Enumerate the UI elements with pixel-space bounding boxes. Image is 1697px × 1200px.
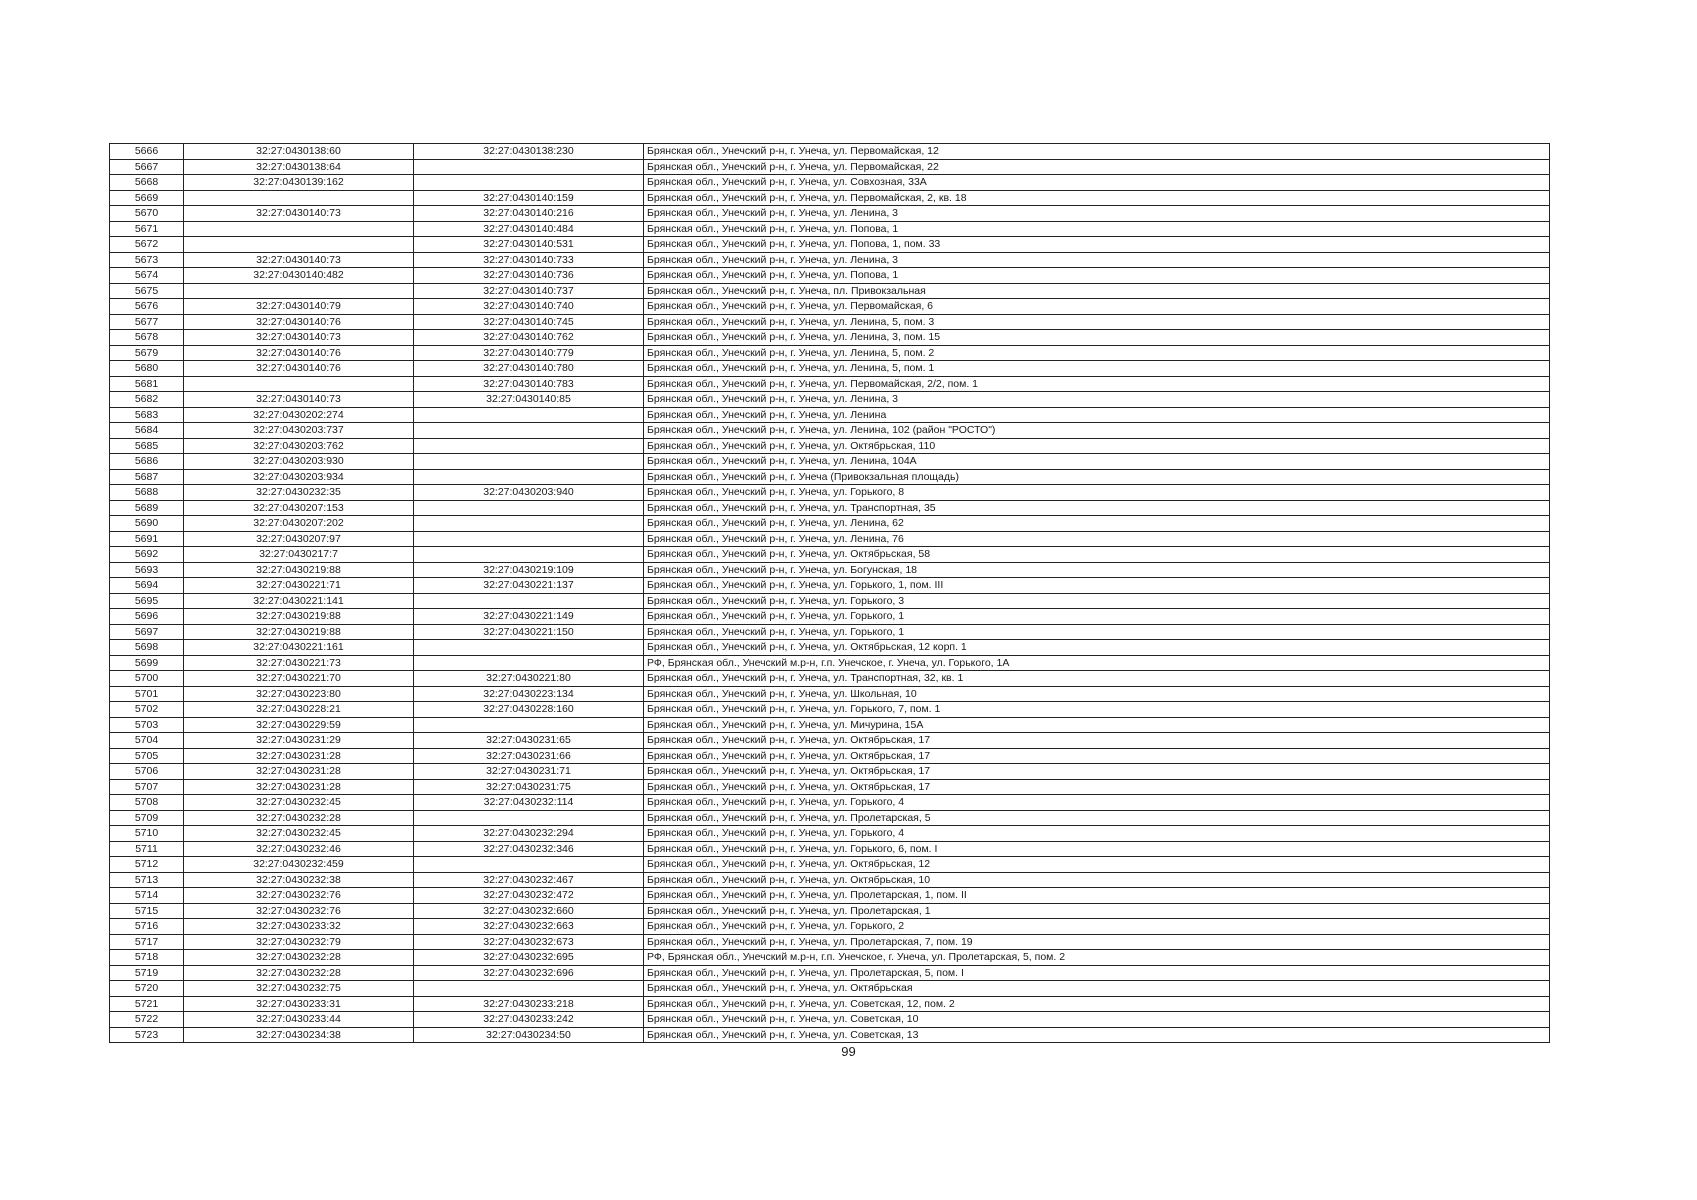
address-cell: Брянская обл., Унечский р-н, г. Унеча, ул. Транспортная, 32, кв. 1 xyxy=(644,671,1550,687)
table-row xyxy=(110,407,1550,423)
address-cell: Брянская обл., Унечский р-н, г. Унеча, ул. Ленина, 3 xyxy=(644,206,1550,222)
row-number-cell: 5687 xyxy=(110,469,184,485)
cadastral-number-cell: 32:27:0430221:161 xyxy=(184,640,414,656)
records-table-body xyxy=(110,144,1550,1043)
cadastral-number-cell: 32:27:0430140:73 xyxy=(184,392,414,408)
cadastral-number-cell: 32:27:0430140:73 xyxy=(184,206,414,222)
table-row xyxy=(110,748,1550,764)
table-row xyxy=(110,175,1550,191)
row-number-cell: 5716 xyxy=(110,919,184,935)
related-cadastral-number-cell: 32:27:0430232:660 xyxy=(414,903,644,919)
cadastral-number-cell: 32:27:0430217:7 xyxy=(184,547,414,563)
address-cell: РФ, Брянская обл., Унечский м.р-н, г.п. Унечское, г. Унеча, ул. Пролетарская, 5, пом. 2 xyxy=(644,950,1550,966)
related-cadastral-number-cell: 32:27:0430140:531 xyxy=(414,237,644,253)
address-cell: Брянская обл., Унечский р-н, г. Унеча, ул. Горького, 2 xyxy=(644,919,1550,935)
cadastral-number-cell: 32:27:0430232:35 xyxy=(184,485,414,501)
cadastral-number-cell: 32:27:0430229:59 xyxy=(184,717,414,733)
cadastral-number-cell: 32:27:0430232:38 xyxy=(184,872,414,888)
row-number-cell: 5692 xyxy=(110,547,184,563)
cadastral-number-cell: 32:27:0430138:60 xyxy=(184,144,414,160)
related-cadastral-number-cell xyxy=(414,547,644,563)
related-cadastral-number-cell xyxy=(414,857,644,873)
table-row xyxy=(110,268,1550,284)
address-cell: Брянская обл., Унечский р-н, г. Унеча, ул. Советская, 10 xyxy=(644,1012,1550,1028)
related-cadastral-number-cell xyxy=(414,810,644,826)
cadastral-number-cell: 32:27:0430232:76 xyxy=(184,903,414,919)
table-row xyxy=(110,500,1550,516)
row-number-cell: 5717 xyxy=(110,934,184,950)
table-row xyxy=(110,144,1550,160)
related-cadastral-number-cell: 32:27:0430140:736 xyxy=(414,268,644,284)
row-number-cell: 5705 xyxy=(110,748,184,764)
table-row xyxy=(110,547,1550,563)
related-cadastral-number-cell: 32:27:0430232:294 xyxy=(414,826,644,842)
cadastral-number-cell xyxy=(184,237,414,253)
related-cadastral-number-cell: 32:27:0430232:663 xyxy=(414,919,644,935)
cadastral-number-cell: 32:27:0430221:71 xyxy=(184,578,414,594)
page-number: 99 xyxy=(841,1044,856,1059)
row-number-cell: 5718 xyxy=(110,950,184,966)
related-cadastral-number-cell: 32:27:0430140:762 xyxy=(414,330,644,346)
cadastral-number-cell: 32:27:0430219:88 xyxy=(184,562,414,578)
cadastral-number-cell: 32:27:0430232:28 xyxy=(184,950,414,966)
table-row xyxy=(110,764,1550,780)
related-cadastral-number-cell xyxy=(414,407,644,423)
related-cadastral-number-cell: 32:27:0430231:65 xyxy=(414,733,644,749)
table-row xyxy=(110,1027,1550,1043)
row-number-cell: 5696 xyxy=(110,609,184,625)
address-cell: Брянская обл., Унечский р-н, г. Унеча, ул. Пролетарская, 1 xyxy=(644,903,1550,919)
cadastral-number-cell: 32:27:0430202:274 xyxy=(184,407,414,423)
table-row xyxy=(110,826,1550,842)
row-number-cell: 5668 xyxy=(110,175,184,191)
address-cell: Брянская обл., Унечский р-н, г. Унеча, ул. Первомайская, 6 xyxy=(644,299,1550,315)
address-cell: Брянская обл., Унечский р-н, г. Унеча, ул. Пролетарская, 5 xyxy=(644,810,1550,826)
table-row xyxy=(110,516,1550,532)
table-row xyxy=(110,159,1550,175)
table-row xyxy=(110,392,1550,408)
table-row xyxy=(110,221,1550,237)
related-cadastral-number-cell: 32:27:0430232:695 xyxy=(414,950,644,966)
row-number-cell: 5693 xyxy=(110,562,184,578)
table-row xyxy=(110,330,1550,346)
address-cell: Брянская обл., Унечский р-н, г. Унеча, ул. Пролетарская, 5, пом. I xyxy=(644,965,1550,981)
address-cell: РФ, Брянская обл., Унечский м.р-н, г.п. Унечское, г. Унеча, ул. Горького, 1А xyxy=(644,655,1550,671)
address-cell: Брянская обл., Унечский р-н, г. Унеча, ул. Пролетарская, 7, пом. 19 xyxy=(644,934,1550,950)
address-cell: Брянская обл., Унечский р-н, г. Унеча, ул. Октябрьская, 17 xyxy=(644,779,1550,795)
address-cell: Брянская обл., Унечский р-н, г. Унеча, ул. Октябрьская, 110 xyxy=(644,438,1550,454)
row-number-cell: 5666 xyxy=(110,144,184,160)
cadastral-number-cell: 32:27:0430232:46 xyxy=(184,841,414,857)
address-cell: Брянская обл., Унечский р-н, г. Унеча, ул. Советская, 13 xyxy=(644,1027,1550,1043)
table-row xyxy=(110,919,1550,935)
related-cadastral-number-cell xyxy=(414,655,644,671)
address-cell: Брянская обл., Унечский р-н, г. Унеча, ул. Первомайская, 12 xyxy=(644,144,1550,160)
table-row xyxy=(110,562,1550,578)
table-row xyxy=(110,717,1550,733)
address-cell: Брянская обл., Унечский р-н, г. Унеча, ул. Октябрьская, 12 xyxy=(644,857,1550,873)
row-number-cell: 5676 xyxy=(110,299,184,315)
address-cell: Брянская обл., Унечский р-н, г. Унеча, ул. Богунская, 18 xyxy=(644,562,1550,578)
table-row xyxy=(110,934,1550,950)
table-row xyxy=(110,624,1550,640)
address-cell: Брянская обл., Унечский р-н, г. Унеча, ул. Горького, 6, пом. I xyxy=(644,841,1550,857)
table-row xyxy=(110,996,1550,1012)
related-cadastral-number-cell xyxy=(414,593,644,609)
cadastral-number-cell: 32:27:0430140:76 xyxy=(184,314,414,330)
related-cadastral-number-cell: 32:27:0430140:783 xyxy=(414,376,644,392)
table-row xyxy=(110,903,1550,919)
row-number-cell: 5685 xyxy=(110,438,184,454)
cadastral-number-cell: 32:27:0430140:482 xyxy=(184,268,414,284)
related-cadastral-number-cell xyxy=(414,640,644,656)
row-number-cell: 5669 xyxy=(110,190,184,206)
related-cadastral-number-cell: 32:27:0430231:75 xyxy=(414,779,644,795)
related-cadastral-number-cell: 32:27:0430140:85 xyxy=(414,392,644,408)
address-cell: Брянская обл., Унечский р-н, г. Унеча, ул. Горького, 4 xyxy=(644,826,1550,842)
address-cell: Брянская обл., Унечский р-н, г. Унеча, ул. Первомайская, 2, кв. 18 xyxy=(644,190,1550,206)
address-cell: Брянская обл., Унечский р-н, г. Унеча, ул. Октябрьская, 10 xyxy=(644,872,1550,888)
cadastral-number-cell: 32:27:0430233:31 xyxy=(184,996,414,1012)
cadastral-number-cell: 32:27:0430140:76 xyxy=(184,361,414,377)
row-number-cell: 5702 xyxy=(110,702,184,718)
row-number-cell: 5706 xyxy=(110,764,184,780)
address-cell: Брянская обл., Унечский р-н, г. Унеча, ул. Горького, 7, пом. 1 xyxy=(644,702,1550,718)
table-row xyxy=(110,190,1550,206)
cadastral-number-cell: 32:27:0430231:29 xyxy=(184,733,414,749)
address-cell: Брянская обл., Унечский р-н, г. Унеча, ул. Горького, 3 xyxy=(644,593,1550,609)
related-cadastral-number-cell: 32:27:0430231:66 xyxy=(414,748,644,764)
cadastral-number-cell: 32:27:0430232:45 xyxy=(184,795,414,811)
cadastral-number-cell: 32:27:0430140:73 xyxy=(184,252,414,268)
row-number-cell: 5690 xyxy=(110,516,184,532)
related-cadastral-number-cell: 32:27:0430140:484 xyxy=(414,221,644,237)
table-row xyxy=(110,779,1550,795)
row-number-cell: 5700 xyxy=(110,671,184,687)
table-row xyxy=(110,795,1550,811)
related-cadastral-number-cell xyxy=(414,531,644,547)
cadastral-number-cell: 32:27:0430203:762 xyxy=(184,438,414,454)
related-cadastral-number-cell: 32:27:0430140:216 xyxy=(414,206,644,222)
row-number-cell: 5673 xyxy=(110,252,184,268)
cadastral-number-cell: 32:27:0430140:79 xyxy=(184,299,414,315)
cadastral-number-cell: 32:27:0430221:70 xyxy=(184,671,414,687)
address-cell: Брянская обл., Унечский р-н, г. Унеча, ул. Пролетарская, 1, пом. II xyxy=(644,888,1550,904)
related-cadastral-number-cell xyxy=(414,438,644,454)
related-cadastral-number-cell xyxy=(414,516,644,532)
row-number-cell: 5699 xyxy=(110,655,184,671)
row-number-cell: 5682 xyxy=(110,392,184,408)
table-row xyxy=(110,578,1550,594)
row-number-cell: 5698 xyxy=(110,640,184,656)
table-row xyxy=(110,733,1550,749)
address-cell: Брянская обл., Унечский р-н, г. Унеча, ул. Ленина, 3 xyxy=(644,252,1550,268)
related-cadastral-number-cell: 32:27:0430140:737 xyxy=(414,283,644,299)
related-cadastral-number-cell: 32:27:0430221:150 xyxy=(414,624,644,640)
address-cell: Брянская обл., Унечский р-н, г. Унеча, ул. Горького, 4 xyxy=(644,795,1550,811)
row-number-cell: 5715 xyxy=(110,903,184,919)
row-number-cell: 5691 xyxy=(110,531,184,547)
cadastral-number-cell: 32:27:0430231:28 xyxy=(184,764,414,780)
related-cadastral-number-cell: 32:27:0430203:940 xyxy=(414,485,644,501)
cadastral-number-cell: 32:27:0430232:28 xyxy=(184,965,414,981)
related-cadastral-number-cell: 32:27:0430232:346 xyxy=(414,841,644,857)
table-row xyxy=(110,361,1550,377)
table-row xyxy=(110,469,1550,485)
row-number-cell: 5722 xyxy=(110,1012,184,1028)
related-cadastral-number-cell: 32:27:0430232:467 xyxy=(414,872,644,888)
address-cell: Брянская обл., Унечский р-н, г. Унеча, ул. Ленина, 3, пом. 15 xyxy=(644,330,1550,346)
cadastral-number-cell: 32:27:0430139:162 xyxy=(184,175,414,191)
row-number-cell: 5675 xyxy=(110,283,184,299)
cadastral-number-cell: 32:27:0430232:45 xyxy=(184,826,414,842)
row-number-cell: 5712 xyxy=(110,857,184,873)
table-row xyxy=(110,872,1550,888)
row-number-cell: 5713 xyxy=(110,872,184,888)
table-row xyxy=(110,950,1550,966)
related-cadastral-number-cell: 32:27:0430233:218 xyxy=(414,996,644,1012)
row-number-cell: 5703 xyxy=(110,717,184,733)
cadastral-number-cell: 32:27:0430219:88 xyxy=(184,624,414,640)
row-number-cell: 5688 xyxy=(110,485,184,501)
related-cadastral-number-cell: 32:27:0430140:779 xyxy=(414,345,644,361)
cadastral-number-cell: 32:27:0430140:73 xyxy=(184,330,414,346)
related-cadastral-number-cell xyxy=(414,159,644,175)
table-row xyxy=(110,810,1550,826)
related-cadastral-number-cell: 32:27:0430232:696 xyxy=(414,965,644,981)
row-number-cell: 5701 xyxy=(110,686,184,702)
table-row xyxy=(110,299,1550,315)
related-cadastral-number-cell xyxy=(414,454,644,470)
address-cell: Брянская обл., Унечский р-н, г. Унеча, ул. Попова, 1 xyxy=(644,221,1550,237)
address-cell: Брянская обл., Унечский р-н, г. Унеча, ул. Попова, 1 xyxy=(644,268,1550,284)
cadastral-number-cell: 32:27:0430232:75 xyxy=(184,981,414,997)
cadastral-number-cell: 32:27:0430231:28 xyxy=(184,779,414,795)
related-cadastral-number-cell xyxy=(414,717,644,733)
related-cadastral-number-cell: 32:27:0430221:137 xyxy=(414,578,644,594)
table-row xyxy=(110,237,1550,253)
records-table xyxy=(109,143,1550,1043)
address-cell: Брянская обл., Унечский р-н, г. Унеча, ул. Ленина, 62 xyxy=(644,516,1550,532)
address-cell: Брянская обл., Унечский р-н, г. Унеча, ул. Ленина xyxy=(644,407,1550,423)
cadastral-number-cell: 32:27:0430231:28 xyxy=(184,748,414,764)
related-cadastral-number-cell: 32:27:0430140:740 xyxy=(414,299,644,315)
cadastral-number-cell: 32:27:0430228:21 xyxy=(184,702,414,718)
address-cell: Брянская обл., Унечский р-н, г. Унеча, ул. Первомайская, 2/2, пом. 1 xyxy=(644,376,1550,392)
table-row xyxy=(110,454,1550,470)
cadastral-number-cell: 32:27:0430232:79 xyxy=(184,934,414,950)
address-cell: Брянская обл., Унечский р-н, г. Унеча, ул. Попова, 1, пом. 33 xyxy=(644,237,1550,253)
address-cell: Брянская обл., Унечский р-н, г. Унеча, ул. Октябрьская, 17 xyxy=(644,748,1550,764)
address-cell: Брянская обл., Унечский р-н, г. Унеча, ул. Ленина, 76 xyxy=(644,531,1550,547)
cadastral-number-cell: 32:27:0430223:80 xyxy=(184,686,414,702)
related-cadastral-number-cell: 32:27:0430228:160 xyxy=(414,702,644,718)
address-cell: Брянская обл., Унечский р-н, г. Унеча, ул. Октябрьская, 58 xyxy=(644,547,1550,563)
row-number-cell: 5697 xyxy=(110,624,184,640)
row-number-cell: 5689 xyxy=(110,500,184,516)
cadastral-number-cell: 32:27:0430221:73 xyxy=(184,655,414,671)
address-cell: Брянская обл., Унечский р-н, г. Унеча, ул. Ленина, 5, пом. 1 xyxy=(644,361,1550,377)
address-cell: Брянская обл., Унечский р-н, г. Унеча, ул. Мичурина, 15А xyxy=(644,717,1550,733)
related-cadastral-number-cell xyxy=(414,175,644,191)
row-number-cell: 5695 xyxy=(110,593,184,609)
table-row xyxy=(110,640,1550,656)
table-row xyxy=(110,686,1550,702)
cadastral-number-cell: 32:27:0430203:930 xyxy=(184,454,414,470)
row-number-cell: 5679 xyxy=(110,345,184,361)
row-number-cell: 5723 xyxy=(110,1027,184,1043)
table-row xyxy=(110,531,1550,547)
table-row xyxy=(110,345,1550,361)
row-number-cell: 5678 xyxy=(110,330,184,346)
row-number-cell: 5677 xyxy=(110,314,184,330)
cadastral-number-cell: 32:27:0430207:153 xyxy=(184,500,414,516)
cadastral-number-cell xyxy=(184,221,414,237)
row-number-cell: 5721 xyxy=(110,996,184,1012)
related-cadastral-number-cell: 32:27:0430138:230 xyxy=(414,144,644,160)
address-cell: Брянская обл., Унечский р-н, г. Унеча, ул. Советская, 12, пом. 2 xyxy=(644,996,1550,1012)
table-row xyxy=(110,314,1550,330)
row-number-cell: 5674 xyxy=(110,268,184,284)
table-row xyxy=(110,283,1550,299)
address-cell: Брянская обл., Унечский р-н, г. Унеча, ул. Ленина, 104А xyxy=(644,454,1550,470)
row-number-cell: 5709 xyxy=(110,810,184,826)
row-number-cell: 5704 xyxy=(110,733,184,749)
row-number-cell: 5683 xyxy=(110,407,184,423)
address-cell: Брянская обл., Унечский р-н, г. Унеча, ул. Первомайская, 22 xyxy=(644,159,1550,175)
cadastral-number-cell: 32:27:0430232:28 xyxy=(184,810,414,826)
row-number-cell: 5694 xyxy=(110,578,184,594)
table-row xyxy=(110,841,1550,857)
cadastral-number-cell xyxy=(184,283,414,299)
row-number-cell: 5714 xyxy=(110,888,184,904)
row-number-cell: 5667 xyxy=(110,159,184,175)
related-cadastral-number-cell: 32:27:0430234:50 xyxy=(414,1027,644,1043)
related-cadastral-number-cell xyxy=(414,981,644,997)
related-cadastral-number-cell xyxy=(414,423,644,439)
table-row xyxy=(110,252,1550,268)
address-cell: Брянская обл., Унечский р-н, г. Унеча, ул. Ленина, 5, пом. 2 xyxy=(644,345,1550,361)
table-row xyxy=(110,376,1550,392)
row-number-cell: 5719 xyxy=(110,965,184,981)
address-cell: Брянская обл., Унечский р-н, г. Унеча, ул. Горького, 8 xyxy=(644,485,1550,501)
address-cell: Брянская обл., Унечский р-н, г. Унеча, ул. Горького, 1 xyxy=(644,609,1550,625)
cadastral-number-cell: 32:27:0430232:459 xyxy=(184,857,414,873)
address-cell: Брянская обл., Унечский р-н, г. Унеча, пл. Привокзальная xyxy=(644,283,1550,299)
related-cadastral-number-cell: 32:27:0430232:114 xyxy=(414,795,644,811)
address-cell: Брянская обл., Унечский р-н, г. Унеча, ул. Школьная, 10 xyxy=(644,686,1550,702)
cadastral-number-cell: 32:27:0430221:141 xyxy=(184,593,414,609)
row-number-cell: 5681 xyxy=(110,376,184,392)
table-row xyxy=(110,655,1550,671)
related-cadastral-number-cell: 32:27:0430221:80 xyxy=(414,671,644,687)
cadastral-number-cell: 32:27:0430138:64 xyxy=(184,159,414,175)
cadastral-number-cell: 32:27:0430207:97 xyxy=(184,531,414,547)
row-number-cell: 5672 xyxy=(110,237,184,253)
table-row xyxy=(110,206,1550,222)
row-number-cell: 5711 xyxy=(110,841,184,857)
related-cadastral-number-cell xyxy=(414,469,644,485)
related-cadastral-number-cell: 32:27:0430232:472 xyxy=(414,888,644,904)
row-number-cell: 5671 xyxy=(110,221,184,237)
address-cell: Брянская обл., Унечский р-н, г. Унеча (Привокзальная площадь) xyxy=(644,469,1550,485)
address-cell: Брянская обл., Унечский р-н, г. Унеча, ул. Горького, 1 xyxy=(644,624,1550,640)
related-cadastral-number-cell: 32:27:0430221:149 xyxy=(414,609,644,625)
row-number-cell: 5707 xyxy=(110,779,184,795)
table-row xyxy=(110,593,1550,609)
table-row xyxy=(110,1012,1550,1028)
table-row xyxy=(110,965,1550,981)
row-number-cell: 5686 xyxy=(110,454,184,470)
cadastral-number-cell: 32:27:0430234:38 xyxy=(184,1027,414,1043)
cadastral-number-cell: 32:27:0430233:32 xyxy=(184,919,414,935)
cadastral-number-cell: 32:27:0430219:88 xyxy=(184,609,414,625)
cadastral-number-cell: 32:27:0430203:934 xyxy=(184,469,414,485)
table-row xyxy=(110,438,1550,454)
related-cadastral-number-cell: 32:27:0430232:673 xyxy=(414,934,644,950)
address-cell: Брянская обл., Унечский р-н, г. Унеча, ул. Октябрьская, 17 xyxy=(644,764,1550,780)
row-number-cell: 5684 xyxy=(110,423,184,439)
table-row xyxy=(110,702,1550,718)
cadastral-number-cell: 32:27:0430207:202 xyxy=(184,516,414,532)
related-cadastral-number-cell: 32:27:0430233:242 xyxy=(414,1012,644,1028)
row-number-cell: 5670 xyxy=(110,206,184,222)
cadastral-number-cell: 32:27:0430140:76 xyxy=(184,345,414,361)
related-cadastral-number-cell: 32:27:0430231:71 xyxy=(414,764,644,780)
row-number-cell: 5680 xyxy=(110,361,184,377)
cadastral-number-cell: 32:27:0430232:76 xyxy=(184,888,414,904)
related-cadastral-number-cell: 32:27:0430140:733 xyxy=(414,252,644,268)
cadastral-number-cell xyxy=(184,190,414,206)
related-cadastral-number-cell: 32:27:0430140:780 xyxy=(414,361,644,377)
row-number-cell: 5710 xyxy=(110,826,184,842)
address-cell: Брянская обл., Унечский р-н, г. Унеча, ул. Горького, 1, пом. III xyxy=(644,578,1550,594)
table-row xyxy=(110,485,1550,501)
address-cell: Брянская обл., Унечский р-н, г. Унеча, ул. Совхозная, 33А xyxy=(644,175,1550,191)
address-cell: Брянская обл., Унечский р-н, г. Унеча, ул. Ленина, 102 (район "РОСТО") xyxy=(644,423,1550,439)
table-row xyxy=(110,671,1550,687)
table-row xyxy=(110,609,1550,625)
address-cell: Брянская обл., Унечский р-н, г. Унеча, ул. Ленина, 5, пом. 3 xyxy=(644,314,1550,330)
table-row xyxy=(110,423,1550,439)
address-cell: Брянская обл., Унечский р-н, г. Унеча, ул. Транспортная, 35 xyxy=(644,500,1550,516)
cadastral-number-cell: 32:27:0430233:44 xyxy=(184,1012,414,1028)
related-cadastral-number-cell xyxy=(414,500,644,516)
address-cell: Брянская обл., Унечский р-н, г. Унеча, ул. Октябрьская, 17 xyxy=(644,733,1550,749)
related-cadastral-number-cell: 32:27:0430140:745 xyxy=(414,314,644,330)
table-row xyxy=(110,981,1550,997)
address-cell: Брянская обл., Унечский р-н, г. Унеча, ул. Октябрьская, 12 корп. 1 xyxy=(644,640,1550,656)
row-number-cell: 5708 xyxy=(110,795,184,811)
related-cadastral-number-cell: 32:27:0430140:159 xyxy=(414,190,644,206)
row-number-cell: 5720 xyxy=(110,981,184,997)
related-cadastral-number-cell: 32:27:0430223:134 xyxy=(414,686,644,702)
table-row xyxy=(110,857,1550,873)
table-row xyxy=(110,888,1550,904)
address-cell: Брянская обл., Унечский р-н, г. Унеча, ул. Октябрьская xyxy=(644,981,1550,997)
related-cadastral-number-cell: 32:27:0430219:109 xyxy=(414,562,644,578)
cadastral-number-cell: 32:27:0430203:737 xyxy=(184,423,414,439)
address-cell: Брянская обл., Унечский р-н, г. Унеча, ул. Ленина, 3 xyxy=(644,392,1550,408)
cadastral-number-cell xyxy=(184,376,414,392)
